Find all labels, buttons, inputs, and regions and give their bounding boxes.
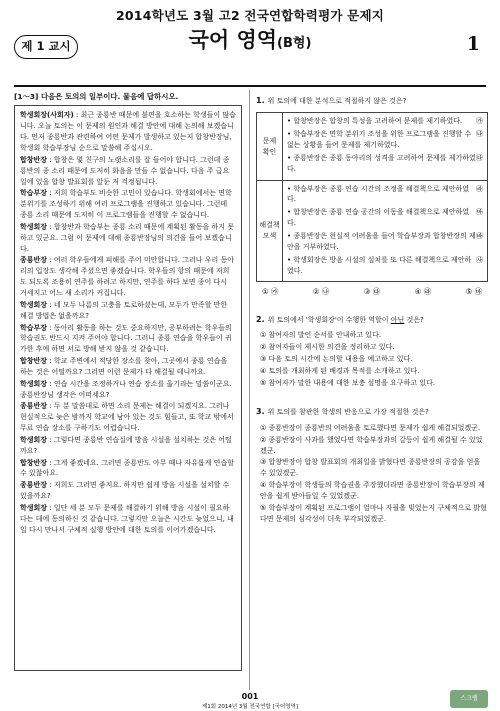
- speech-text: 일단 세 분 모두 문제를 해결하기 위해 방음 시설이 필요하다는 데에 동의하신 것 같습니다. 그렇지만 오늘은 시간도 늦었으니, 내일 다시 만나서 구체적 실행 방안에 대한 토의를 이어가겠습니다.: [20, 504, 234, 534]
- speaker-separator: :: [47, 481, 54, 490]
- speaker-name: 학생회장: [20, 435, 48, 444]
- passage-instruction: [1～3] 다음은 토의의 일부이다. 물음에 답하시오.: [14, 92, 179, 101]
- q1-item-text: • 합창반장은 합창의 특성을 고려하여 문제를 제기하였다.: [287, 117, 463, 126]
- speaker-name: 학생회장: [20, 504, 48, 512]
- speech-text: 저희 학습부도 비슷한 고민이 있습니다. 학생회에서는 면학 분위기를 조성하기 위해 여러 프로그램을 진행하고 있습니다. 그런데 종룡 소리 때문에 도저히 이 프로그램들을 진행할 수 없습니다.: [20, 189, 232, 220]
- answer-option[interactable]: ④ 토의를 개최하게 된 배경과 목적를 소개하고 있다.: [260, 366, 420, 375]
- dialogue-turn: [20, 300, 236, 322]
- speaker-name: 종룡반장: [20, 256, 48, 265]
- dialogue-turn: [20, 110, 236, 153]
- q1-item-text: • 학습부장은 면학 분위기 조성을 위한 프로그램을 진행할 수 없는 상황을 들어 문제를 제기하였다.: [287, 130, 472, 150]
- speech-text: 그렇다면 종룡반 연습실에 방음 시설을 설치하는 것은 어떨까요?: [20, 435, 232, 455]
- q1-item: [287, 184, 483, 206]
- speaker-name: 종룡반장: [20, 481, 48, 490]
- answer-choice[interactable]: ⑤ ㉲: [465, 287, 482, 297]
- answer-choice[interactable]: ① ㉮: [262, 287, 279, 297]
- question-3-number: 3.: [256, 407, 265, 417]
- question-3: [256, 406, 488, 524]
- speech-text: 그게 좋겠네요. 그러면 종룡반도 아무 때나 자유롭게 연습할 수 있잖아요.: [20, 458, 234, 478]
- question-1-text: 위 토의에 대한 분석으로 적절하지 않은 것은?: [267, 97, 407, 105]
- q1-item: [287, 207, 483, 229]
- dialogue-turn: [20, 401, 236, 434]
- dialogue-turn: [20, 155, 236, 188]
- speech-text: 동아리 활동을 하는 것도 중요하지만, 공부하려는 학우들의 학습권도 반드시 지켜 주어야 합니다. 그러니 종룡 연습을 학우들이 귀가한 후에 하면 서로 방해 받지 않을 것 같습니다.: [20, 323, 232, 354]
- question-3-text: 위 토의를 참관한 학생의 반응으로 가장 적절한 것은?: [267, 408, 429, 417]
- q1-section-label: 문제 확인: [257, 113, 283, 179]
- speaker-separator: :: [47, 189, 54, 198]
- speech-text: 두 분 말씀대로 하면 소리 문제는 해결이 되겠지요. 그러나 현실적으로 늦은 밤까지 학교에 남아 있는 것도 힘들고, 또 학교 밖에서 무료 연습 장소를 구하기도 어렵습니다.: [20, 402, 234, 433]
- speech-text: 저희도 그러면 좋지요. 하지만 쉽게 방음 시설을 설치할 수 있을까요?: [20, 481, 230, 501]
- question-3-stem: [256, 406, 488, 418]
- question-2-text-post: 것은?: [404, 315, 424, 324]
- q1-item-mark: ㉴: [476, 255, 483, 264]
- speaker-separator: :: [47, 379, 54, 388]
- speaker-name: 합창반장: [20, 357, 48, 366]
- speech-text: 네 모두 나름의 고충을 토로하셨는데, 모두가 만족할 만한 해결 방법은 없을까요?: [20, 300, 228, 320]
- scrap-stamp-logo: 스크랩: [450, 690, 488, 708]
- speaker-separator: :: [47, 504, 54, 512]
- q1-item-mark: ㉰: [476, 153, 483, 162]
- q1-item-text: • 학생회장은 방음 시설의 설치를 또 다른 해결책으로 제안하였다.: [287, 255, 472, 275]
- speaker-separator: :: [47, 155, 54, 164]
- q1-item-mark: ㉲: [476, 208, 483, 217]
- passage-column: [14, 91, 242, 671]
- speaker-separator: :: [47, 357, 54, 366]
- question-2: [256, 314, 488, 389]
- footer-page: 001: [241, 692, 259, 701]
- q1-item-mark: ㉯: [476, 130, 483, 139]
- speaker-name: 학습부장: [20, 323, 48, 332]
- speaker-name: 합창반장: [20, 155, 48, 164]
- question-2-number: 2.: [256, 314, 265, 324]
- answer-option[interactable]: ③ 합창반장이 합창 발표회의 개최일을 밝혔다면 종룡반장의 공감을 얻을 수 있었겠군.: [260, 458, 481, 478]
- speaker-separator: :: [47, 435, 54, 444]
- session-badge: 제 1 교시: [14, 35, 78, 59]
- answer-option[interactable]: ① 종룡반장이 종룡반의 어려움을 토로했다면 문제가 쉽게 해결되었겠군.: [260, 423, 481, 432]
- q1-section-items: [283, 113, 487, 179]
- speech-text: 학교 주변에서 적당한 장소를 찾아, 그곳에서 종룡 연습을 하는 것은 어떨까요? 그러면 이런 문제가 다 해결될 테니까요.: [20, 357, 228, 376]
- answer-option[interactable]: ② 종룡반장이 사과를 했었다면 학습부장과의 갈등이 쉽게 해결될 수 있었겠군.: [260, 435, 483, 455]
- speaker-separator: :: [47, 323, 54, 332]
- answer-option[interactable]: ① 참여자의 발언 순서를 안내하고 있다.: [260, 331, 382, 340]
- speaker-separator: :: [47, 256, 54, 265]
- dialogue-turn: [20, 435, 236, 457]
- q1-item-text: • 종룡반장은 종룡 동아리의 성격을 고려하여 문제를 제기하였다.: [287, 153, 476, 173]
- q1-item: [287, 129, 483, 151]
- dialogue-turn: [20, 188, 236, 221]
- q1-item: [287, 231, 483, 253]
- subject-title: [0, 24, 500, 54]
- speaker-name: 종룡반장: [20, 402, 48, 411]
- speaker-name: 합창반장: [20, 458, 48, 467]
- answer-option[interactable]: ② 참여자들이 제시한 의견을 정리하고 있다.: [260, 343, 395, 352]
- question-1-table: [256, 112, 488, 282]
- speaker-name: 학생회장: [20, 379, 48, 388]
- answer-option[interactable]: ④ 학습부장이 학생들의 학습권을 주장했더라면 종룡반장이 학습부장의 제안을 쉽게 받아들일 수 있었겠군.: [260, 481, 485, 500]
- question-1-answers: [256, 282, 488, 297]
- speech-text: 합창은 몇 친구의 노랫소리를 잘 들어야 합니다. 그런데 종룡반의 종 소리 때문에 도저히 화음을 만들 수 없습니다. 다음 주 급요일에 있을 합창 발표회를 앞둔 저 걱정됩니다.: [20, 155, 230, 186]
- q1-item-text: • 합창반장은 종룡 연습 공간의 이동을 해결책으로 제안하였다.: [287, 208, 469, 228]
- question-2-stem: [256, 314, 488, 326]
- q1-section-label: 해결책 모색: [257, 181, 283, 282]
- question-1: [256, 95, 488, 298]
- subject-name: 국어 영역: [188, 28, 278, 52]
- speech-text: 최근 종룡반 때문에 불편을 호소하는 학생들이 많습니다. 오늘 토의는 이 문제의 원인과 해결 방안에 대해 논의해 보겠습니다. 먼저 종룡반과 관련하여 어떤 문제가 발생하고 있는지 합창반장님, 학생회 학습부장님 순으로 말씀해 주십시오.: [20, 111, 236, 152]
- dialogue-turn: [20, 255, 236, 298]
- dialogue-turn: [20, 503, 236, 536]
- question-3-options: [256, 423, 488, 525]
- q1-item-mark: ㉮: [476, 117, 483, 126]
- q1-item-mark: ㉱: [476, 184, 483, 193]
- question-2-options: [256, 330, 488, 388]
- q1-section: [257, 113, 487, 180]
- answer-option[interactable]: ③ 다음 토의 시간에 논의할 내용을 예고하고 있다.: [260, 354, 413, 363]
- dialogue-turn: [20, 356, 236, 378]
- dialogue-turn: [20, 480, 236, 502]
- dialogue-turn: [20, 458, 236, 480]
- dialogue-turn: [20, 222, 236, 255]
- questions-column: [256, 95, 488, 530]
- page-number: 1: [466, 33, 480, 55]
- q1-item: [287, 255, 483, 277]
- answer-option[interactable]: ⑤ 참여자가 말한 내용에 대한 보충 설명을 요구하고 있다.: [260, 378, 436, 387]
- speaker-separator: :: [47, 458, 54, 467]
- speaker-name: 학생회장: [20, 222, 48, 231]
- answer-choice[interactable]: ③ ㉰: [363, 287, 381, 297]
- speaker-separator: :: [47, 222, 54, 231]
- q1-item: [287, 116, 483, 127]
- question-2-text-pre: 위 토의에서 '학생회장'이 수행한 역할이: [267, 315, 391, 324]
- question-2-negation: 아닌: [390, 315, 405, 324]
- q1-section: [257, 181, 487, 282]
- q1-item-mark: ㉳: [476, 231, 483, 240]
- question-1-stem: [256, 95, 488, 107]
- header-rule: [14, 85, 486, 87]
- q1-section-items: [283, 181, 487, 282]
- column-divider: [249, 90, 250, 690]
- dialogue-turn: [20, 323, 236, 356]
- speaker-separator: :: [73, 111, 81, 120]
- q1-item: [287, 153, 483, 175]
- question-1-number: 1.: [256, 96, 265, 105]
- exam-title: 2014학년도 3월 고2 전국연합학력평가 문제지: [116, 8, 384, 23]
- answer-choice[interactable]: ② ㉯: [312, 287, 330, 297]
- speaker-separator: :: [47, 300, 54, 309]
- speaker-name: 학생회장: [20, 300, 48, 309]
- answer-choice[interactable]: ④ ㉱: [414, 287, 432, 297]
- speech-text: 합창반과 학습부는 종룡 소리 때문에 계획된 활동을 하지 못하고 있군요. 그럼 이 문제에 대해 종룡반장님의 의견을 들어 보겠습니다.: [20, 222, 234, 253]
- speaker-separator: :: [47, 402, 54, 411]
- q1-item-text: • 종룡반장은 현실적 어려움을 들어 학습부장과 합창반장의 제안을 거부하였다.: [287, 231, 476, 251]
- answer-option[interactable]: ⑤ 학습부장이 계획된 프로그램이 얼마나 자필을 빚었는지 구체적으로 밝혔다면 문제의 심각성이 더욱 부각되었겠군.: [260, 503, 487, 523]
- exam-form: (B형): [277, 36, 312, 51]
- speaker-name: 학생회장(사회자): [20, 111, 74, 120]
- speech-text: 여러 학우들에게 피해를 주어 미안합니다. 그러나 우리 동아리의 입장도 생각해 주셨으면 좋겠습니다. 학우들의 항의 때문에 저희도 되도록 조용히 연주를 하려고 하지만, 연주를 하다 보면 종이 다시 거세지고 어느 새 소리가 커집니다.: [20, 256, 234, 297]
- speaker-name: 학습부장: [20, 189, 48, 198]
- dialogue-turn: [20, 379, 236, 401]
- q1-item-text: • 학습부장은 종룡 연습 시간의 조정을 해결책으로 제안하였다.: [287, 184, 469, 204]
- speech-text: 연습 시간을 조정하거나 연습 장소를 옮기라는 말씀이군요. 종룡반장님 생각은 어떠세요?: [20, 379, 232, 399]
- passage-box: [14, 105, 242, 671]
- footer-source: 제1회 2014년 3월 전국연합 [국어영역]: [201, 704, 299, 710]
